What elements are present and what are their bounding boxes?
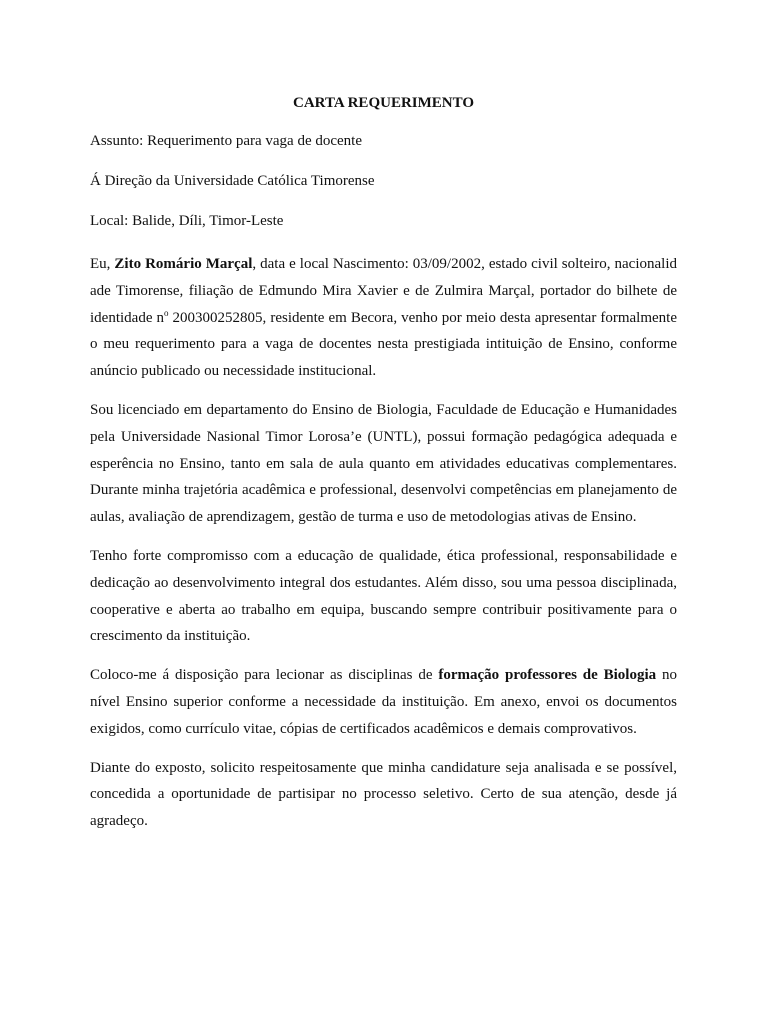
p1-text-a: , data e local Nascimento: 03/09/2002, estado civil solteiro, nacionalid ade Timorense, filiação de Edmundo Mira Xavier e de Zulmira Marçal, portador do bilhete de identidade n	[90, 256, 678, 326]
paragraph-closing: Diante do exposto, solicito respeitosamente que minha candidature seja analisada e se possível, concedida a oportunidade de partisipar no processo seletivo. Certo de sua atenção, desde já agradeço.	[90, 759, 677, 830]
paragraph-disciplines	[90, 662, 677, 742]
applicant-name: Zito Romário Marçal	[114, 256, 253, 272]
paragraph-commitment: Tenho forte compromisso com a educação de qualidade, ética professional, responsabilidade e dedicação ao desenvolvimento integral dos estudantes. Além disso, sou uma pessoa disciplinada, cooperative e aberta ao trabalho em equipa, buscando sempre contribuir positivamente para o crescimento da instituição.	[90, 547, 677, 645]
p4-text-a: Coloco-me á disposição para lecionar as disciplinas de	[90, 667, 439, 684]
paragraph-identification	[90, 251, 677, 385]
subject-line: Assunto: Requerimento para vaga de docente	[90, 133, 362, 149]
p1-intro: Eu,	[90, 256, 115, 272]
p1-text-b: 200300252805, residente em Becora, venho por meio desta apresentar formalmente o meu requerimento para a vaga de docentes nesta prestigiada intituição de Ensino, conforme anúncio publicado ou necessidade institucional.	[90, 309, 677, 380]
document-title: CARTA REQUERIMENTO	[292, 95, 475, 111]
discipline-name: formação professores de Biologia	[438, 667, 657, 684]
p4-text-b: no nível Ensino superior conforme a necessidade da instituição. Em anexo, envoi os documentos exigidos, como currículo vitae, cópias de certificados acadêmicos e demais comprovativos.	[90, 667, 677, 737]
location-line: Local: Balide, Díli, Timor-Leste	[90, 213, 284, 229]
p1-superscript: o	[164, 307, 169, 318]
document-page	[90, 93, 677, 847]
paragraph-qualifications: Sou licenciado em departamento do Ensino de Biologia, Faculdade de Educação e Humanidades pela Universidade Nasional Timor Lorosa’e (UNTL), possui formação pedagógica adequada e esperência no Ensino, tanto em sala de aula quanto em atividades educativas complementares. Durante minha trajetória acadêmica e professional, desenvolvi competências em planejamento de aulas, avaliação de aprendizagem, gestão de turma e uso de metodologias ativas de Ensino.	[90, 401, 677, 526]
recipient-line: Á Direção da Universidade Católica Timorense	[90, 173, 375, 189]
